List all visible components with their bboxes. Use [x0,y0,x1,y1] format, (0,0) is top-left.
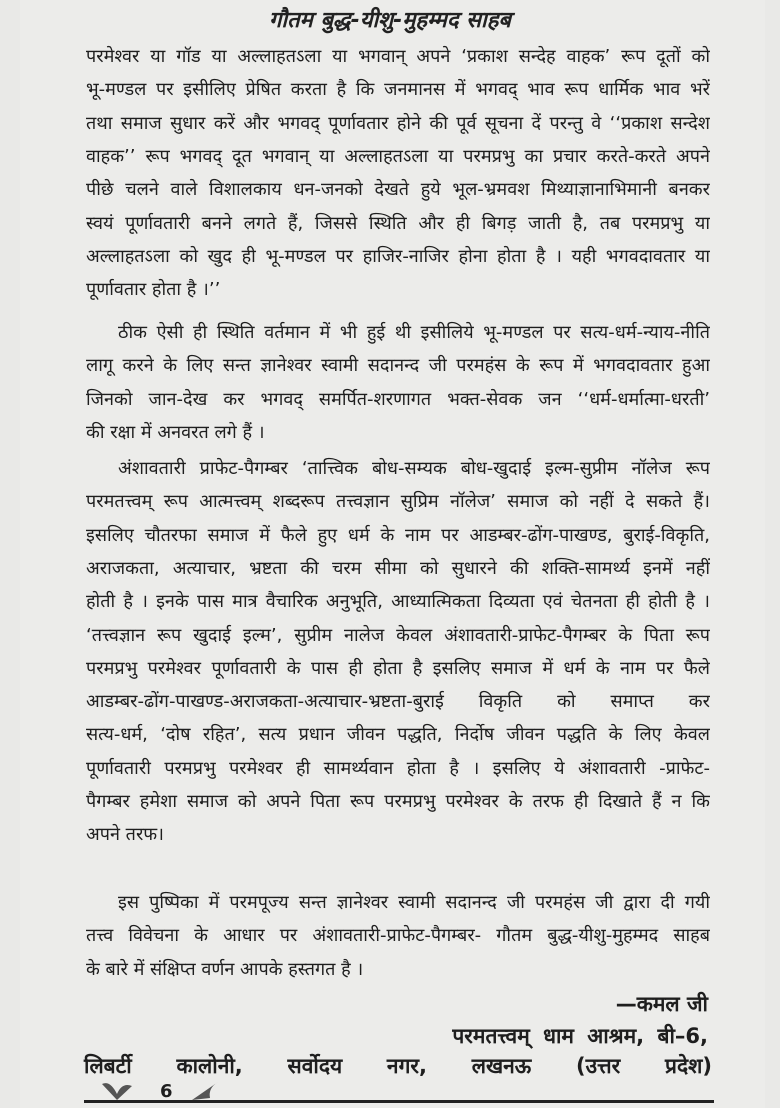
text-line: पूर्णावतारी परमप्रभु परमेश्वर ही सामर्थ्यवान होता है । इसलिए ये अंशावतारी -प्राफेट- [86,757,710,779]
text-line: परमेश्वर या गॉड या अल्लाहतऽला या भगवान् अपने ‘प्रकाश सन्देह वाहक’ रूप दूतों को [86,46,710,67]
footer-divider [84,1100,714,1103]
text-line: इस पुष्पिका में परमपूज्य सन्त ज्ञानेश्वर स्वामी सदानन्द जी परमहंस जी द्वारा दी गयी [118,892,710,913]
text-line: पूर्णावतार होता है ।’’ [86,279,221,301]
text-line: अपने तरफ। [86,824,165,846]
text-line: होती है । इनके पास मात्र वैचारिक अनुभूति, आध्यात्मिकता दिव्यता एवं चेतनता ही होती है । [86,591,710,613]
text-line: इसलिए चौतरफा समाज में फैले हुए धर्म के नाम पर आडम्बर-ढोंग-पाखण्ड, बुराई-विकृति, [86,524,710,546]
text-line: परमतत्त्वम् रूप आत्मत्त्वम् शब्दरूप तत्त्वज्ञान सुप्रिम नॉलेज’ समाज को नहीं दे सकते हैं। [86,491,710,513]
text-line: ‘तत्त्वज्ञान रूप खुदाई इल्म’, सुप्रीम नालेज केवल अंशावतारी-प्राफेट-पैगम्बर के पिता रूप [86,624,710,646]
text-line: तत्त्व विवेचना के आधार पर अंशावतारी-प्राफेट-पैगम्बर- गौतम बुद्ध-यीशु-मुहम्मद साहब [86,925,710,947]
text-line: भू-मण्डल पर इसीलिए प्रेषित करता है कि जनमानस में भगवद् भाव रूप धार्मिक भाव भरें [86,79,710,101]
text-line: अल्लाहतऽला को खुद ही भू-मण्डल पर हाजिर-नाजिर होना होता है । यही भगवदावतार या [86,245,710,267]
text-line: स्वयं पूर्णावतारी बनने लगते हैं, जिससे स्थिति और ही बिगड़ जाती है, तब परमप्रभु या [86,212,710,234]
text-line: तथा समाज सुधार करें और भगवद् पूर्णावतार होने की पूर्व सूचना दें परन्तु वे ‘‘प्रकाश सन्देश [86,112,710,134]
text-line: के बारे में संक्षिप्त वर्णन आपके हस्तगत है । [86,958,364,980]
text-line: परमप्रभु परमेश्वर पूर्णावतारी के पास ही होता है इसलिए समाज में धर्म के नाम पर फैले [86,657,710,679]
butterfly-icon [100,1080,134,1102]
text-line: अंशावतारी प्राफेट-पैगम्बर ‘तात्त्विक बोध-सम्यक बोध-खुदाई इल्म-सुप्रीम नॉलेज रूप [118,458,710,479]
text-line: आडम्बर-ढोंग-पाखण्ड-अराजकता-अत्याचार-भ्रष्टता-बुराई विकृति को समाप्त कर [86,691,710,713]
text-line: लागू करने के लिए सन्त ज्ञानेश्वर स्वामी सदानन्द जी परमहंस के रूप में भगवदावतार हुआ [86,355,710,377]
butterfly-icon [188,1080,222,1102]
text-line: की रक्षा में अनवरत लगे हैं । [86,421,265,443]
text-line: जिनको जान-देख कर भगवद् समर्पित-शरणागत भक्त-सेवक जन ‘‘धर्म-धर्मात्मा-धरती’ [86,388,710,410]
text-line: ठीक ऐसी ही स्थिति वर्तमान में भी हुई थी इसीलिये भू-मण्डल पर सत्य-धर्म-न्याय-नीति [118,322,710,343]
author-signature: —कमल जी [615,992,708,1016]
address-line-1: परमतत्त्वम् धाम आश्रम, बी–6, [452,1024,708,1048]
text-line: पैगम्बर हमेशा समाज को अपने पिता रूप परमप्रभु परमेश्वर के तरफ ही दिखाते हैं न कि [86,791,710,812]
page-title: गौतम बुद्ध-यीशु-मुहम्मद साहब [269,8,511,33]
text-line: वाहक’’ रूप भगवद् दूत भगवान् या अल्लाहतऽला या परमप्रभु का प्रचार करते-करते अपने [86,145,710,167]
text-line: अराजकता, अत्याचार, भ्रष्टता की चरम सीमा को सुधारने की शक्ति-सामर्थ्य इनमें नहीं [86,557,710,579]
page-number: 6 [160,1081,173,1102]
text-line: सत्य-धर्म, ‘दोष रहित’, सत्य प्रधान जीवन पद्धति, निर्दोष जीवन पद्धति के लिए केवल [86,724,710,746]
address-line-2: लिबर्टी कालोनी, सर्वोदय नगर, लखनऊ (उत्तर प्रदेश) [84,1054,712,1078]
text-line: पीछे चलने वाले विशालकाय धन-जनको देखते हुये भूल-भ्रमवश मिथ्याज्ञानाभिमानी बनकर [86,179,710,201]
